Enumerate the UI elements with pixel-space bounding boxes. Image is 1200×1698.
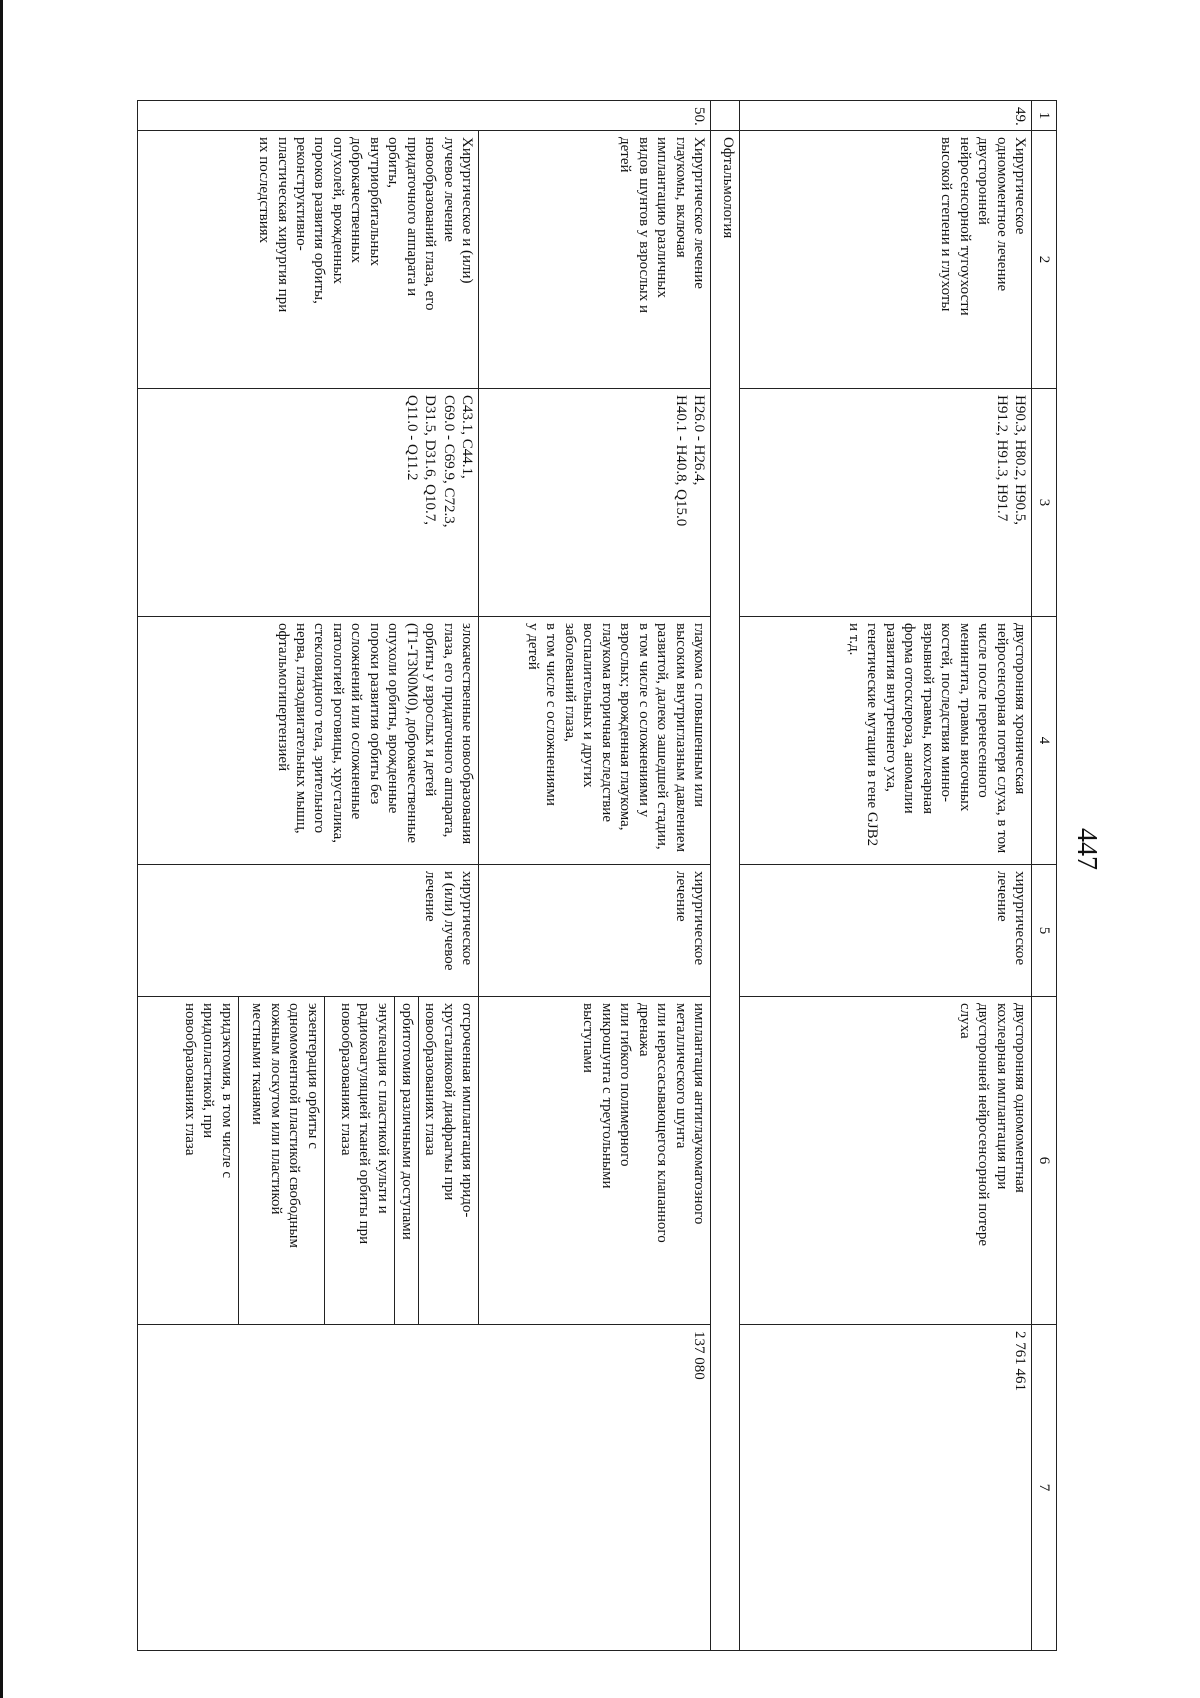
treatment-type: хирургическое лечение	[740, 865, 1032, 997]
treatment-method: отсроченная имплантация иридо- хрусталиковой диафрагмы при новообразованиях глаза	[418, 997, 478, 1325]
treatment-type: хирургическое лечение	[479, 865, 711, 997]
table-row-49	[740, 101, 1032, 1651]
diagnosis-cell: двусторонняя хроническая нейросенсорная потеря слуха, в том числе после перенесенного менингита, травмы височных костей, последствия минно- взрывной травмы, кохлеарная форма отосклероза, аномалии развития внутреннего уха, генетические мутации в гене GJB2 и т.д.	[740, 617, 1032, 865]
header-col-1: 1	[1032, 101, 1057, 131]
section-spacer	[711, 101, 740, 131]
page-number: 447	[1071, 828, 1102, 870]
section-title: Офтальмология	[711, 131, 740, 1651]
header-col-4: 4	[1032, 617, 1057, 865]
treatment-method: орбитотомия различными доступами	[394, 997, 418, 1325]
icd-codes: H26.0 - H26.4, H40.1 - H40.8, Q15.0	[479, 389, 711, 617]
header-col-5: 5	[1032, 865, 1057, 997]
procedure-name: Хирургическое одномоментное лечение двусторонней нейросенсорной тугоухости высокой степени и глухоты	[740, 131, 1032, 389]
header-col-3: 3	[1032, 389, 1057, 617]
diagnosis-cell: глаукома с повышенным или высоким внутриглазным давлением развитой, далеко зашедшей стадии, в том числе с осложнениями у взрослых; врожденная глаукома, глаукома вторичная вследствие воспалительных и других заболеваний глаза, в том числе с осложнениями у детей	[479, 617, 711, 865]
procedure-name: Хирургическое и (или) лучевое лечение новообразований глаза, его придаточного аппарата и орбиты, внутриорбитальных доброкачественных опухолей, врожденных пороков развития орбиты, реконструктивно- пластическая хирургия при их последствиях	[138, 131, 479, 389]
row-number: 50.	[138, 101, 711, 131]
icd-codes: H90.3, H80.2, H90.5, H91.2, H91.3, H91.7	[740, 389, 1032, 617]
rotated-table-container	[137, 100, 1057, 1650]
header-col-6: 6	[1032, 997, 1057, 1325]
section-row	[711, 101, 740, 1651]
header-col-2: 2	[1032, 131, 1057, 389]
scan-edge	[0, 0, 3, 1698]
treatment-type: хирургическое и (или) лучевое лечение	[138, 865, 479, 997]
table-row-50a	[479, 101, 711, 1651]
treatment-method: двусторонняя одномоментная кохлеарная имплантация при двусторонней нейросенсорной потере слуха	[740, 997, 1032, 1325]
treatment-method: экзентерация орбиты с одномоментной пластикой свободным кожным лоскутом или пластикой местными тканями	[238, 997, 324, 1325]
treatment-method: имплантация антиглаукоматозного металлического шунта или нерассасывающегося клапанного дренажа или гибкого полимерного микрошунта с треугольными выступами	[479, 997, 711, 1325]
row-number: 49.	[740, 101, 1032, 131]
cost-cell: 2 761 461	[740, 1325, 1032, 1651]
header-row	[1032, 101, 1057, 1651]
header-col-7: 7	[1032, 1325, 1057, 1651]
treatment-method: энуклеация с пластикой культи и радиокоагуляцией тканей орбиты при новообразованиях глаза	[324, 997, 394, 1325]
diagnosis-cell: злокачественные новообразования глаза, его придаточного аппарата, орбиты у взрослых и детей (T1-T3N0M0), доброкачественные опухоли орбиты, врожденные пороки развития орбиты без осложнений или осложненные патологией роговицы, хрусталика, стекловидного тела, зрительного нерва, глазодвигательных мышц, офтальмогипертензией	[138, 617, 479, 865]
procedure-name: Хирургическое лечение глаукомы, включая имплантацию различных видов шунтов у взрослых и детей	[479, 131, 711, 389]
medical-procedures-table	[137, 100, 1057, 1651]
treatment-method: иридэктомия, в том числе с иридопластикой, при новообразованиях глаза	[138, 997, 239, 1325]
icd-codes: C43.1, C44.1, C69.0 - C69.9, C72.3, D31.5, D31.6, Q10.7, Q11.0 - Q11.2	[138, 389, 479, 617]
cost-cell: 137 080	[138, 1325, 711, 1651]
